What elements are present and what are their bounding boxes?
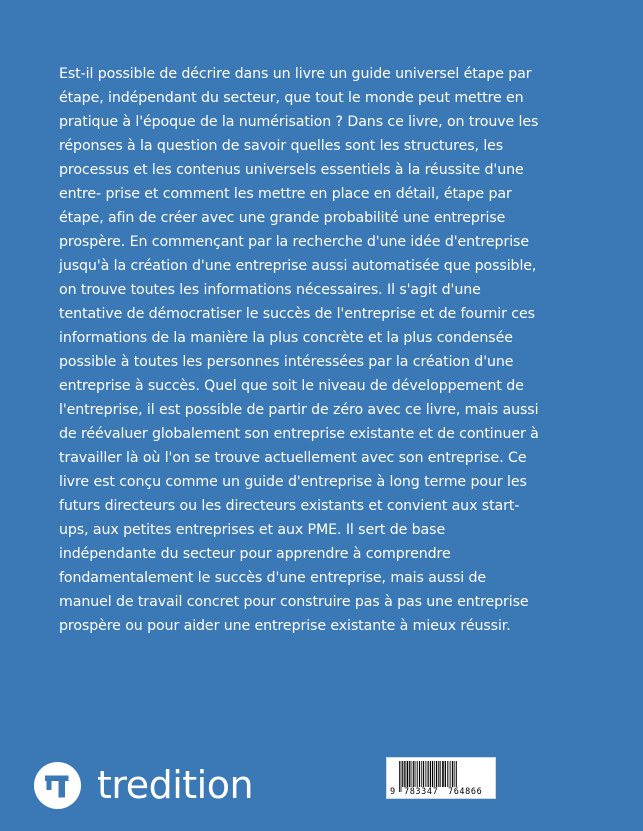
blurb-line: réponses à la question de savoir quelles sont les structures, les bbox=[59, 138, 504, 154]
blurb-line: entre- prise et comment les mettre en place en détail, étape par bbox=[59, 186, 512, 202]
blurb-line: tentative de démocratiser le succès de l'entreprise et de fournir ces bbox=[59, 306, 535, 322]
book-blurb bbox=[59, 62, 539, 638]
barcode-bar bbox=[412, 761, 413, 787]
barcode-bar bbox=[430, 761, 431, 787]
blurb-line: jusqu'à la création d'une entreprise aussi automatisée que possible, bbox=[59, 258, 537, 274]
barcode-bar bbox=[436, 761, 437, 787]
barcode-bar bbox=[442, 761, 444, 787]
blurb-line: futurs directeurs ou les directeurs existants et convient aux start- bbox=[59, 498, 520, 514]
blurb-line: prospère ou pour aider une entreprise existante à mieux réussir. bbox=[59, 618, 511, 634]
isbn-right-group: 764866 bbox=[448, 787, 483, 797]
barcode-bar bbox=[407, 761, 409, 787]
tredition-logo-icon bbox=[34, 762, 81, 809]
barcode-bar bbox=[409, 761, 410, 787]
barcode-bar bbox=[450, 761, 451, 787]
blurb-line: étape, indépendant du secteur, que tout le monde peut mettre en bbox=[59, 90, 524, 106]
barcode-bar bbox=[402, 761, 403, 787]
blurb-line: fondamentalement le succès d'une entreprise, mais aussi de bbox=[59, 570, 487, 586]
blurb-line: étape, afin de créer avec une grande probabilité une entreprise bbox=[59, 210, 506, 226]
publisher-logo bbox=[34, 757, 253, 813]
blurb-line: processus et les contenus universels essentiels à la réussite d'une bbox=[59, 162, 524, 178]
blurb-line: travailler là où l'on se trouve actuellement avec son entreprise. Ce bbox=[59, 450, 527, 466]
isbn-left-group: 783347 bbox=[404, 787, 439, 797]
barcode-bar bbox=[434, 761, 435, 787]
barcode-bar bbox=[438, 761, 439, 787]
blurb-line: informations de la manière la plus concrète et la plus condensée bbox=[59, 330, 513, 346]
barcode-bar bbox=[401, 761, 402, 792]
barcode-bar bbox=[452, 761, 453, 787]
barcode-bar bbox=[423, 761, 424, 787]
barcode-bar bbox=[425, 761, 426, 787]
barcode-bar bbox=[416, 761, 417, 787]
barcode-bar bbox=[404, 761, 405, 787]
blurb-line: prospère. En commençant par la recherche d'une idée d'entreprise bbox=[59, 234, 529, 250]
blurb-line: l'entreprise, il est possible de partir de zéro avec ce livre, mais aussi bbox=[59, 402, 539, 418]
blurb-line: indépendante du secteur pour apprendre à comprendre bbox=[59, 546, 451, 562]
barcode-bar bbox=[417, 761, 418, 787]
barcode-bar bbox=[432, 761, 433, 787]
blurb-line: de réévaluer globalement son entreprise existante et de continuer à bbox=[59, 426, 539, 442]
blurb-line: pratique à l'époque de la numérisation ? Dans ce livre, on trouve les bbox=[59, 114, 539, 130]
barcode-bar bbox=[445, 761, 446, 787]
barcode-bar bbox=[413, 761, 414, 787]
blurb-line: possible à toutes les personnes intéressées par la création d'une bbox=[59, 354, 514, 370]
blurb-line: Est-il possible de décrire dans un livre un guide universel étape par bbox=[59, 66, 532, 82]
barcode-bar bbox=[399, 761, 400, 792]
blurb-line: manuel de travail concret pour construire pas à pas une entreprise bbox=[59, 594, 529, 610]
barcode-bar bbox=[447, 761, 448, 787]
blurb-line: ups, aux petites entreprises et aux PME. Il sert de base bbox=[59, 522, 446, 538]
isbn-first-digit: 9 bbox=[390, 787, 396, 797]
publisher-name: tredition bbox=[97, 763, 254, 807]
barcode-bar bbox=[449, 761, 450, 787]
blurb-line: livre est conçu comme un guide d'entreprise à long terme pour les bbox=[59, 474, 527, 490]
blurb-line: entreprise à succès. Quel que soit le niveau de développement de bbox=[59, 378, 524, 394]
barcode-bar bbox=[421, 761, 422, 787]
barcode-bar bbox=[419, 761, 420, 787]
isbn-barcode bbox=[386, 757, 496, 799]
blurb-line: on trouve toutes les informations nécessaires. Il s'agit d'une bbox=[59, 282, 481, 298]
barcode-bar bbox=[440, 761, 441, 787]
